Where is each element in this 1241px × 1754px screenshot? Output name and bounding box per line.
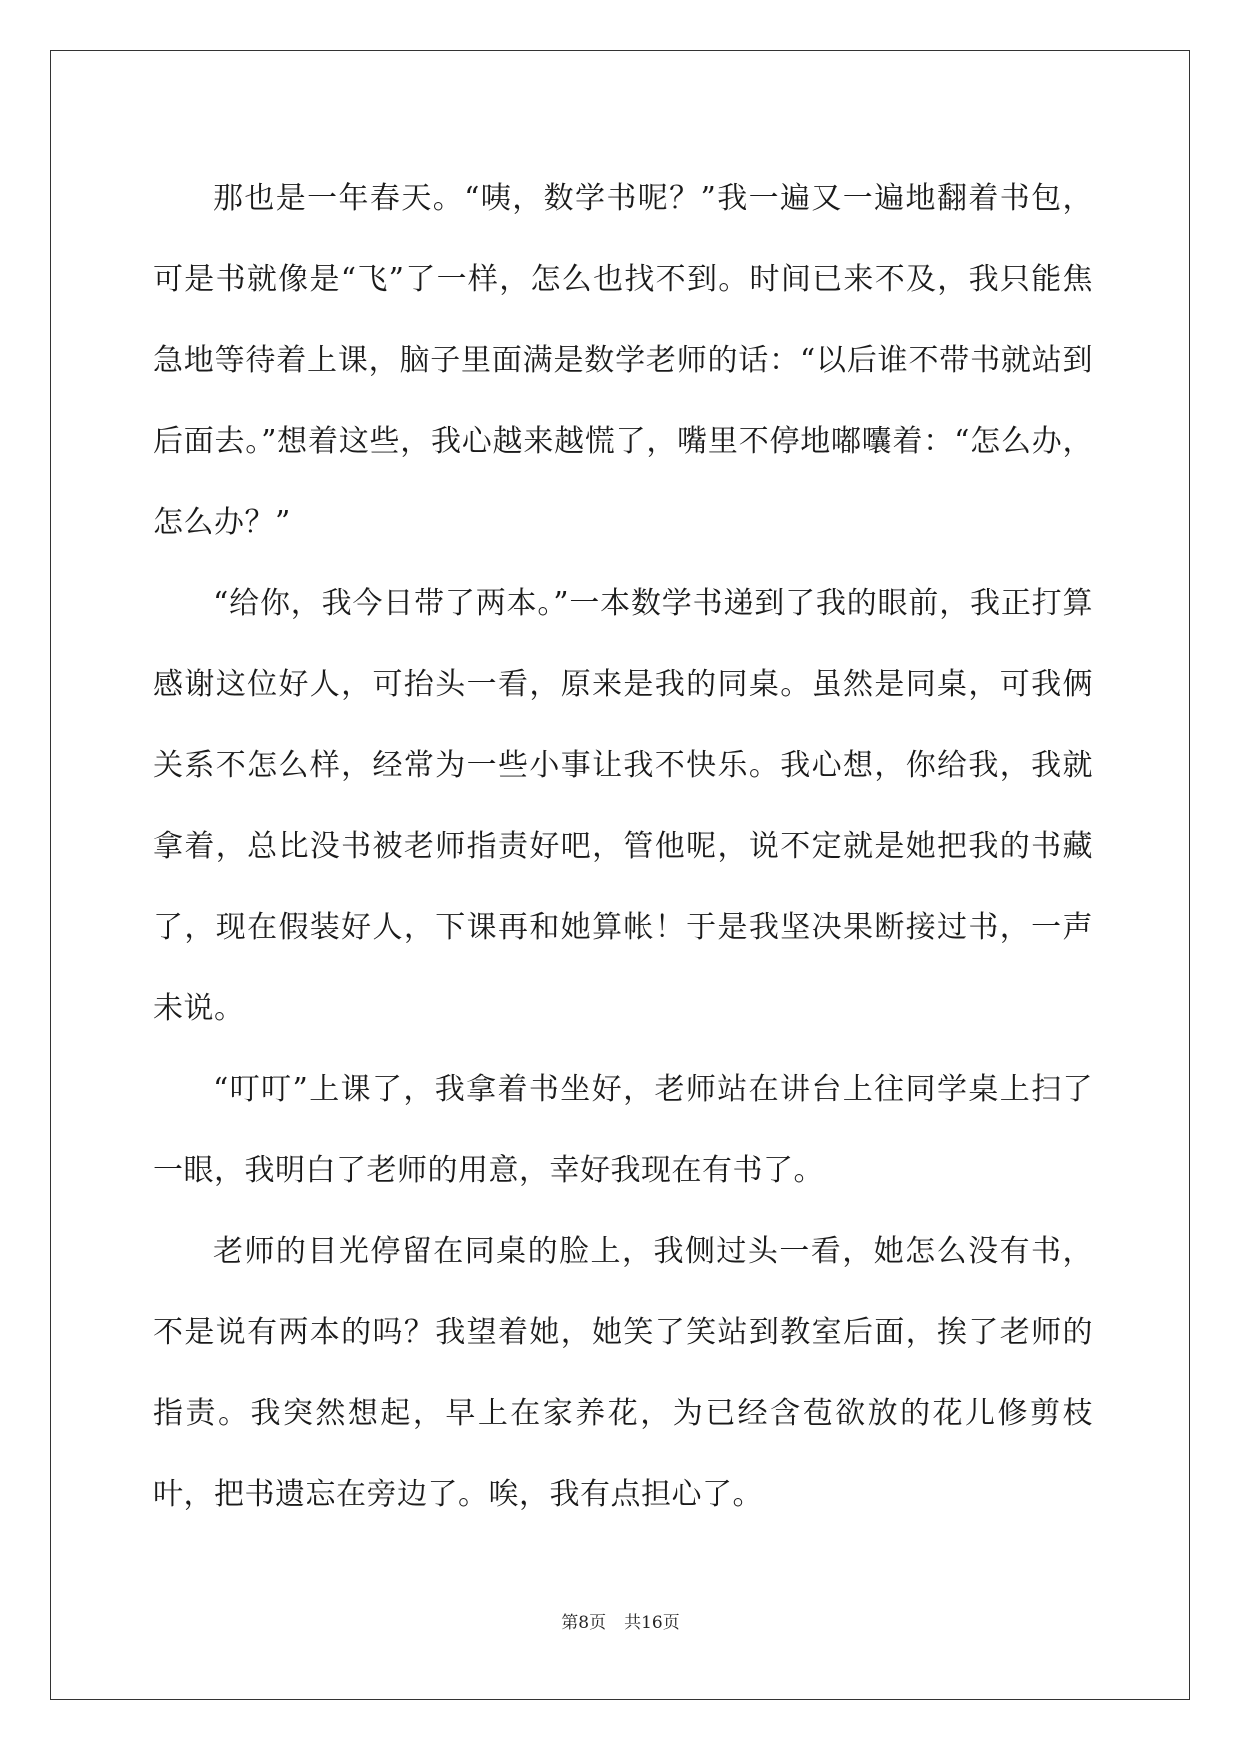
page-total: 共16页 — [624, 1613, 680, 1633]
paragraph-3: “叮叮”上课了，我拿着书坐好，老师站在讲台上往同学桌上扫了一眼，我明白了老师的用意，幸好我现在有书了。 — [153, 1072, 1093, 1188]
paragraph-4: 老师的目光停留在同桌的脸上，我侧过头一看，她怎么没有书，不是说有两本的吗？我望着她，她笑了笑站到教室后面，挨了老师的指责。我突然想起，早上在家养花，为已经含苞欲放的花儿修剪枝叶，把书遗忘在旁边了。唉，我有点担心了。 — [153, 1234, 1093, 1512]
paragraph-2: “给你，我今日带了两本。”一本数学书递到了我的眼前，我正打算感谢这位好人，可抬头一看，原来是我的同桌。虽然是同桌，可我俩关系不怎么样，经常为一些小事让我不快乐。我心想，你给我，我就拿着，总比没书被老师指责好吧，管他呢，说不定就是她把我的书藏了，现在假装好人，下课再和她算帐！于是我坚决果断接过书，一声未说。 — [153, 586, 1093, 1026]
page-footer — [0, 1608, 1241, 1633]
page-number: 第8页 — [561, 1613, 607, 1633]
paragraph-1: 那也是一年春天。“咦，数学书呢？”我一遍又一遍地翻着书包，可是书就像是“飞”了一样，怎么也找不到。时间已来不及，我只能焦急地等待着上课，脑子里面满是数学老师的话：“以后谁不带书就站到后面去。”想着这些，我心越来越慌了，嘴里不停地嘟囔着：“怎么办，怎么办？” — [153, 181, 1093, 540]
document-body — [153, 158, 1093, 1535]
